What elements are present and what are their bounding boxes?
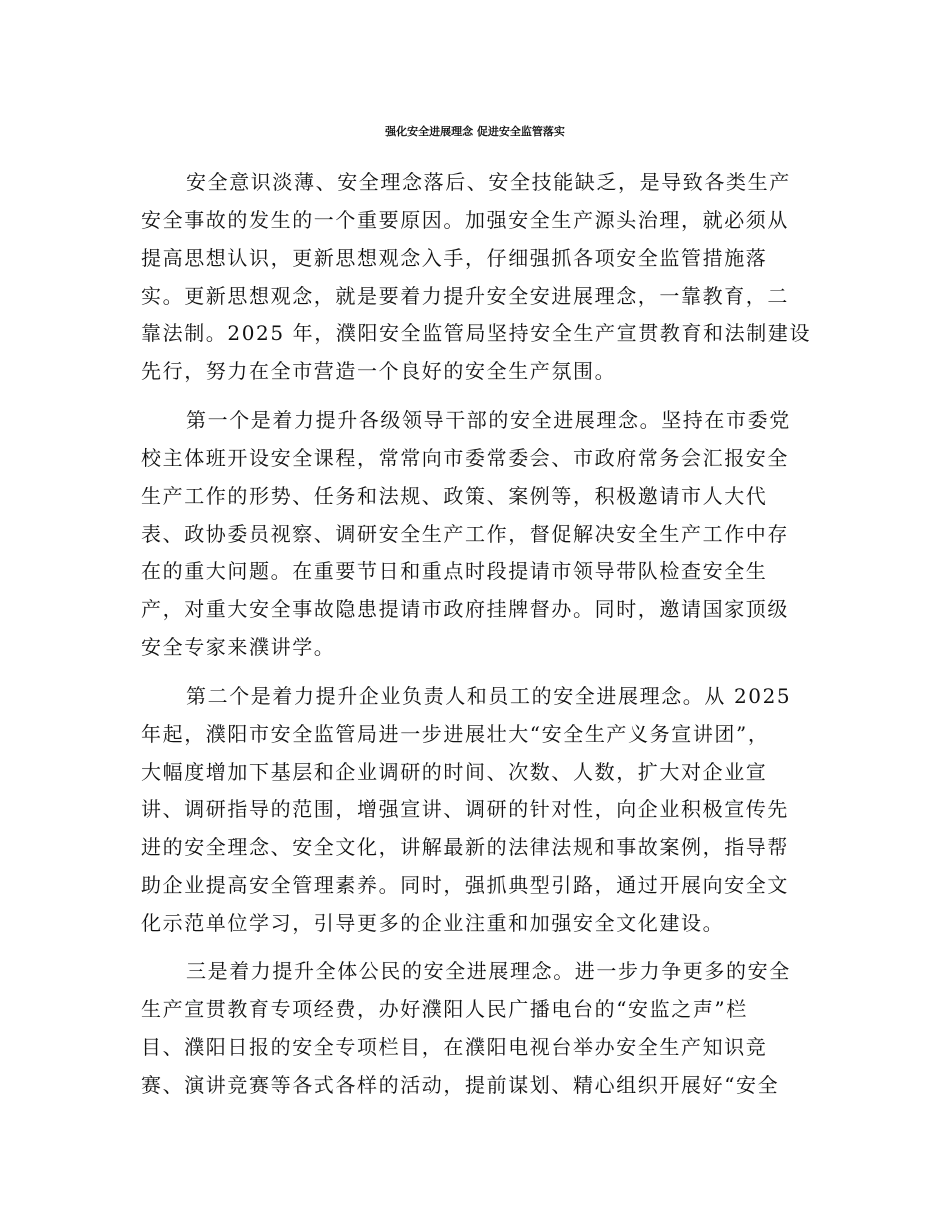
- paragraph-1-line-2: 安全事故的发生的一个重要原因。加强安全生产源头治理，就必须从: [141, 208, 789, 232]
- paragraph-3-line-5: 进的安全理念、安全文化，讲解最新的法律法规和事故案例，指导帮: [141, 835, 789, 859]
- paragraph-3-line-2: 年起，濮阳市安全监管局进一步进展壮大“安全生产义务宣讲团”，: [141, 722, 770, 746]
- paragraph-1-line-3: 提高思想认识，更新思想观念入手，仔细强抓各项安全监管措施落: [141, 246, 768, 270]
- paragraph-2-line-1: 第一个是着力提升各级领导干部的安全进展理念。坚持在市委党: [186, 408, 791, 432]
- paragraph-3-line-1: 第二个是着力提升企业负责人和员工的安全进展理念。从 2025: [186, 684, 792, 708]
- paragraph-1-line-1: 安全意识淡薄、安全理念落后、安全技能缺乏，是导致各类生产: [186, 170, 791, 194]
- document-title: 强化安全进展理念 促进安全监管落实: [385, 125, 565, 138]
- paragraph-3-line-4: 讲、调研指导的范围，增强宣讲、调研的针对性，向企业积极宣传先: [141, 797, 789, 821]
- paragraph-1-line-5: 靠法制。2025 年，濮阳安全监管局坚持安全生产宣贯教育和法制建设: [141, 321, 812, 345]
- paragraph-3-line-3: 大幅度增加下基层和企业调研的时间、次数、人数，扩大对企业宣: [141, 760, 768, 784]
- paragraph-4-line-3: 目、濮阳日报的安全专项栏目，在濮阳电视台举办安全生产知识竞: [141, 1035, 768, 1059]
- paragraph-4-line-4: 赛、演讲竞赛等各式各样的活动，提前谋划、精心组织开展好“安全: [141, 1073, 780, 1097]
- paragraph-2-line-5: 在的重大问题。在重要节日和重点时段提请市领导带队检查安全生: [141, 559, 768, 583]
- paragraph-1-line-4: 实。更新思想观念，就是要着力提升安全安进展理念，一靠教育，二: [141, 284, 789, 308]
- paragraph-4-line-1: 三是着力提升全体公民的安全进展理念。进一步力争更多的安全: [186, 959, 791, 983]
- paragraph-4-line-2: 生产宣贯教育专项经费，办好濮阳人民广播电台的“安监之声”栏: [141, 997, 748, 1021]
- paragraph-2-line-2: 校主体班开设安全课程，常常向市委常委会、市政府常务会汇报安全: [141, 446, 789, 470]
- paragraph-1-line-6: 先行，努力在全市营造一个良好的安全生产氛围。: [141, 359, 617, 383]
- paragraph-3-line-7: 化示范单位学习，引导更多的企业注重和加强安全文化建设。: [141, 911, 725, 935]
- paragraph-3-line-6: 助企业提高安全管理素养。同时，强抓典型引路，通过开展向安全文: [141, 873, 789, 897]
- paragraph-2-line-3: 生产工作的形势、任务和法规、政策、案例等，积极邀请市人大代: [141, 484, 768, 508]
- paragraph-2-line-4: 表、政协委员视察、调研安全生产工作，督促解决安全生产工作中存: [141, 522, 789, 546]
- paragraph-2-line-6: 产，对重大安全事故隐患提请市政府挂牌督办。同时，邀请国家顶级: [141, 597, 789, 621]
- paragraph-2-line-7: 安全专家来濮讲学。: [141, 635, 336, 659]
